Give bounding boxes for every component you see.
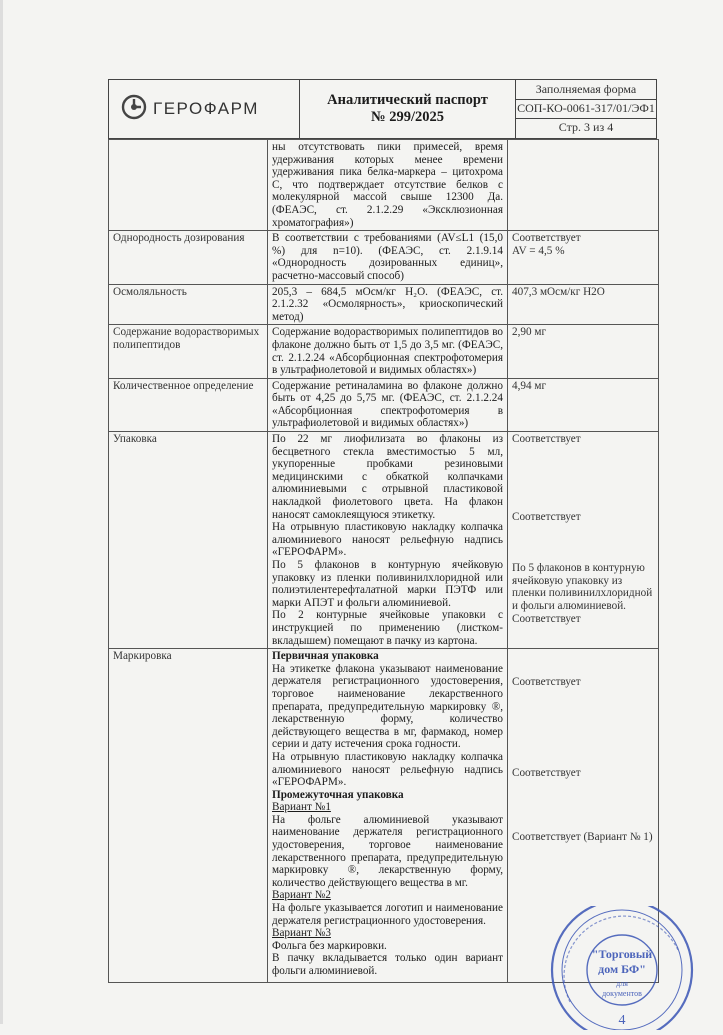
section-heading: Промежуточная упаковка — [272, 788, 404, 801]
test-name: Однородность дозирования — [109, 231, 268, 284]
table-row — [109, 325, 659, 378]
table-row — [109, 432, 659, 649]
company-stamp — [548, 906, 696, 1030]
stamp-number: 4 — [618, 1013, 626, 1028]
stamp-text: "Торговый — [591, 947, 653, 961]
gerofarm-logo-icon — [121, 94, 147, 120]
test-name: Количественное определение — [109, 378, 268, 431]
result-line: Соответствует — [512, 433, 581, 446]
page-number: Стр. 3 из 4 — [558, 120, 614, 134]
test-result — [508, 432, 659, 649]
test-result — [508, 140, 659, 231]
table-row — [109, 140, 659, 231]
result-line: Соответствует (Вариант № 1) — [512, 831, 653, 844]
test-name: Осмоляльность — [109, 284, 268, 325]
test-name: Маркировка — [109, 649, 268, 983]
test-spec: В соответствии с требованиями (AV≤L1 (15,0 %) для n=10). (ФЕАЭС, ст. 2.1.9.14 «Однородность дозированных единиц», расчетно-массовый способ) — [268, 231, 508, 284]
test-name: Содержание водорастворимых полипептидов — [109, 325, 268, 378]
document-title — [300, 80, 516, 138]
spec-paragraph: На отрывную пластиковую накладку колпачка алюминиевого наносят рельефную надпись «ГЕРОФАРМ». — [272, 750, 503, 789]
test-result: 407,3 мОсм/кг H2O — [508, 284, 659, 325]
test-spec: Содержание водорастворимых полипептидов во флаконе должно быть от 1,5 до 3,5 мг. (ФЕАЭС, ст. 2.1.2.24 «Абсорбционная спектрофотомерия в ультрафиолетовой и видимых областях») — [268, 325, 508, 378]
test-spec: Содержание ретиналамина во флаконе должно быть от 4,25 до 5,75 мг. (ФЕАЭС, ст. 2.1.2.24 «Абсорбционная спектрофотомерия в ультрафиолетовой и видимых областях») — [268, 378, 508, 431]
analysis-table — [108, 139, 659, 983]
spec-paragraph: По 5 флаконов в контурную ячейковую упаковку из пленки поливинилхлоридной или полиэтилентерефталатной марки ПЭТФ или марки АПЭТ и фольги алюминиевой. — [272, 559, 503, 609]
spec-paragraph: На фольге указывается логотип и наименование держателя регистрационного удостоверения. — [272, 902, 503, 927]
spec-paragraph: На отрывную пластиковую накладку колпачка алюминиевого наносят рельефную надпись «ГЕРОФАРМ». — [272, 521, 503, 559]
section-heading: Первичная упаковка — [272, 650, 379, 663]
spec-paragraph: Фольга без маркировки. — [272, 939, 387, 952]
stamp-seal-icon — [548, 906, 696, 1030]
variant-label: Вариант №2 — [272, 889, 331, 902]
spec-paragraph: По 22 мг лиофилизата во флаконы из бесцветного стекла вместимостью 5 мл, укупоренные пробками резиновыми медицинскими с обкаткой колпачками алюминиевыми с отрывной пластиковой накладкой фиолетового цвета. На флакон наносят самоклеящуюся этикетку. — [272, 433, 503, 521]
result-line: AV = 4,5 % — [512, 244, 565, 257]
stamp-text: документов — [602, 989, 642, 998]
variant-label: Вариант №3 — [272, 927, 331, 940]
stamp-text: для — [616, 979, 628, 988]
test-spec: ны отсутствовать пики примесей, время удерживания которых менее времени удерживания пика белка-маркера – цитохрома С, что подтверждает отсутствие белков с молекулярной массой свыше 12300 Да. (ФЕАЭС, ст. 2.1.2.29 «Эксклюзионная хроматография») — [268, 140, 508, 231]
title-line-1: Аналитический паспорт — [327, 92, 488, 108]
test-name: Упаковка — [109, 432, 268, 649]
result-line: Соответствует — [512, 510, 581, 523]
company-logo — [109, 80, 300, 138]
table-row — [109, 378, 659, 431]
result-line: Соответствует — [512, 766, 581, 779]
result-line: Соответствует — [512, 232, 581, 245]
document-header — [108, 79, 657, 139]
result-line: Соответствует — [512, 676, 581, 689]
form-info — [516, 80, 656, 138]
scan-edge — [0, 0, 3, 1024]
form-label: Заполняемая форма — [516, 80, 656, 100]
result-line: По 5 флаконов в контурную ячейковую упаковку из пленки поливинилхлоридной и фольги алюминиевой. — [512, 562, 653, 613]
title-line-2: № 299/2025 — [371, 109, 444, 125]
variant-label: Вариант №1 — [272, 801, 331, 814]
company-name: ГЕРОФАРМ — [153, 99, 259, 118]
table-row — [109, 284, 659, 325]
test-spec — [268, 649, 508, 983]
test-name — [109, 140, 268, 231]
test-spec — [268, 432, 508, 649]
stamp-text: дом БФ" — [598, 962, 646, 976]
test-result: 2,90 мг — [508, 325, 659, 378]
form-code: СОП-КО-0061-317/01/ЭФ1 — [516, 99, 656, 119]
result-line: Соответствует — [512, 612, 581, 625]
spec-paragraph: На этикетке флакона указывают наименование держателя регистрационного удостоверения, торговое наименование лекарственного препарата, предупредительную маркировку ®, лекарственную форму, количество действующего вещества в мг, фармакод, номер серии и дату истечения срока годности. — [272, 662, 503, 751]
spec-paragraph: По 2 контурные ячейковые упаковки с инструкцией по применению (листком-вкладышем) помещают в пачку из картона. — [272, 609, 503, 647]
test-spec: 205,3 – 684,5 мОсм/кг H₂O. (ФЕАЭС, ст. 2.1.2.32 «Осмолярность», криоскопический метод) — [268, 284, 508, 325]
spec-paragraph: На фольге алюминиевой указывают наименование держателя регистрационного удостоверения, торговое наименование лекарственного препарата, предупредительную маркировку ®, лекарственную форму, количество действующего вещества в мг. — [272, 813, 503, 889]
test-result: 4,94 мг — [508, 378, 659, 431]
table-row — [109, 231, 659, 284]
spec-paragraph: В пачку вкладывается только один вариант фольги алюминиевой. — [272, 952, 503, 977]
test-result — [508, 231, 659, 284]
